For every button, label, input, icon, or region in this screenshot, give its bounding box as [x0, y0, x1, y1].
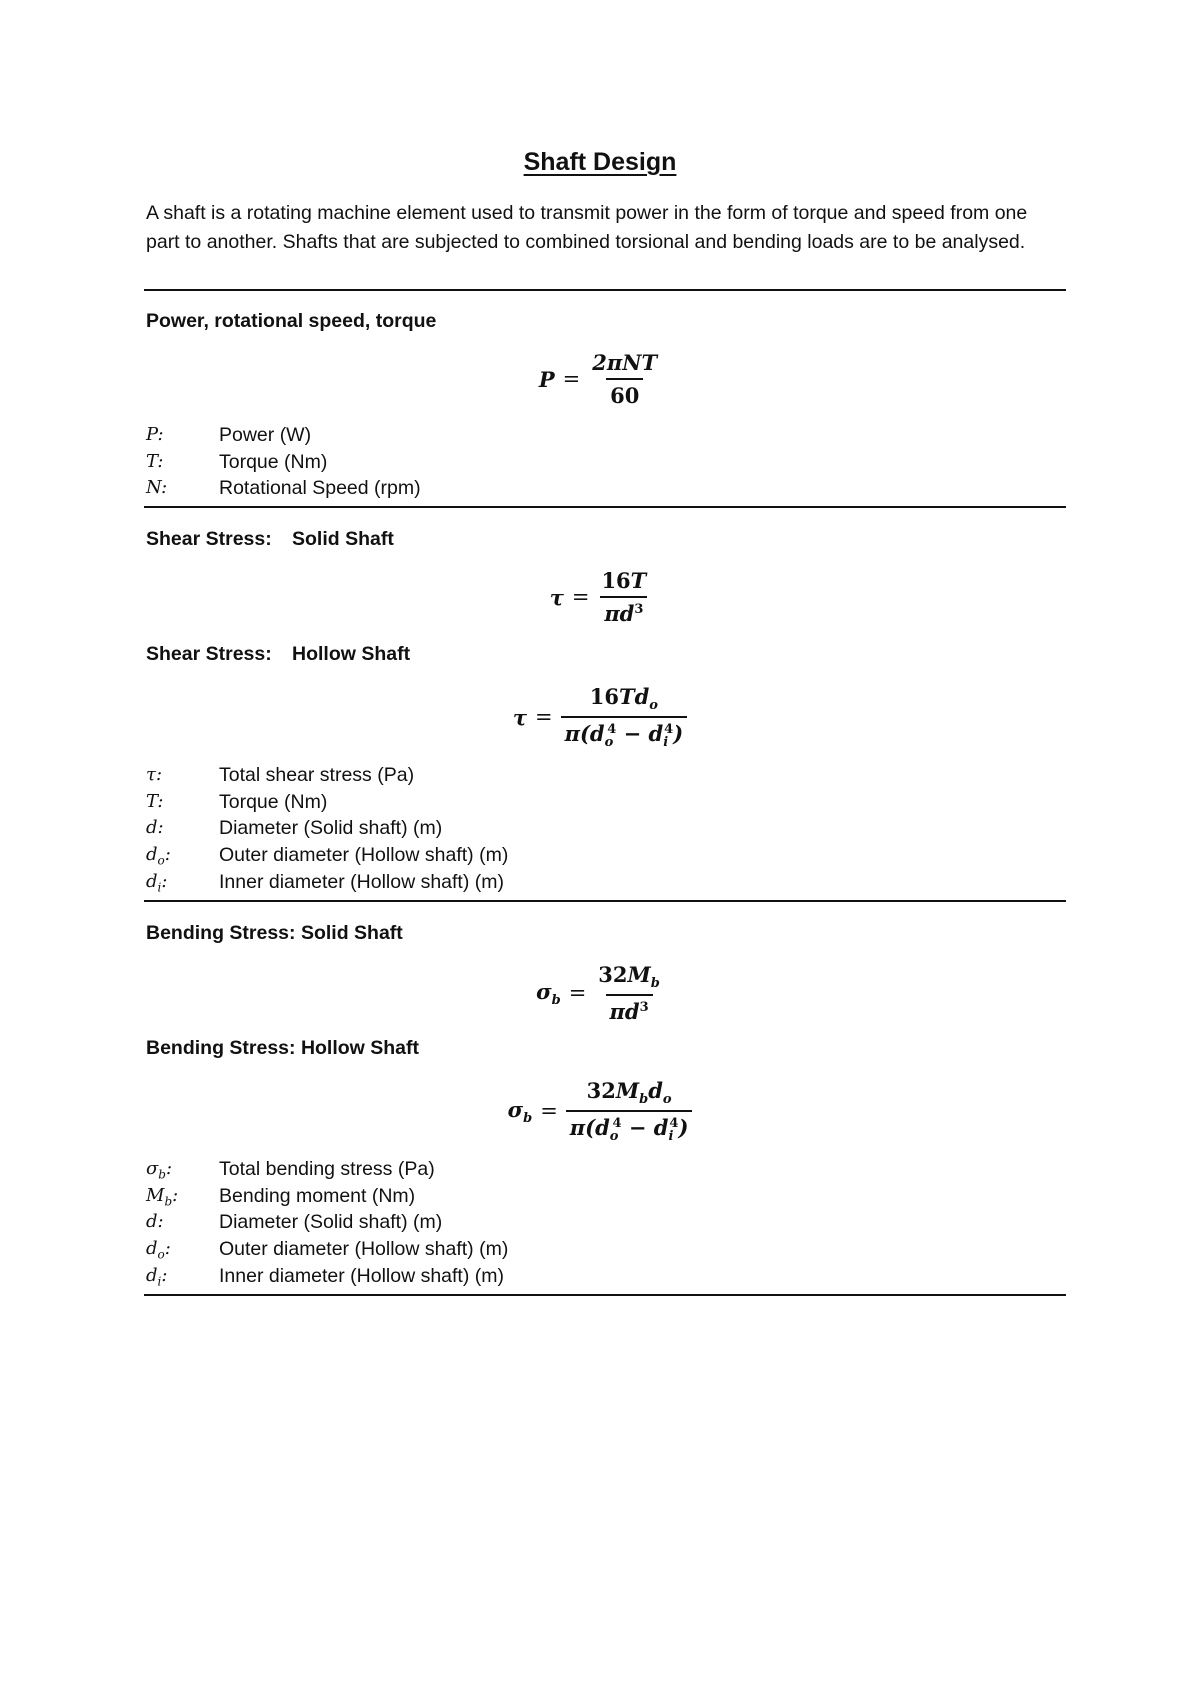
formula-numerator: 2πNT: [592, 350, 658, 375]
page-title: Shaft Design: [523, 148, 677, 176]
variable-symbol: d:: [146, 817, 164, 839]
variable-description: Torque (Nm): [219, 450, 328, 473]
variable-description: Inner diameter (Hollow shaft) (m): [219, 870, 504, 893]
formula-denominator: $\pi(d_o^4 - d_i^4)$: [566, 1110, 693, 1144]
variable-symbol: T:: [146, 450, 164, 472]
formula-denominator: $\pi d^3$: [600, 596, 647, 626]
variable-description: Outer diameter (Hollow shaft) (m): [219, 1238, 509, 1261]
formula-denominator: 60: [606, 378, 643, 408]
formula-numerator: $32M_b$: [598, 962, 660, 992]
section-divider: [144, 1294, 1066, 1296]
section-divider: [144, 289, 1066, 291]
variable-description: Diameter (Solid shaft) (m): [219, 817, 443, 840]
formula-denominator: $\pi d^3$: [606, 994, 653, 1024]
formula-shear-solid: τ = $\frac{16T}{\pi d^3}$: [0, 568, 1200, 626]
formula-lhs: τ: [512, 704, 527, 730]
variable-description: Bending moment (Nm): [219, 1184, 416, 1207]
section-divider: [144, 900, 1066, 902]
formula-lhs: $\sigma_b$: [507, 1096, 533, 1126]
formula-bending-solid: $\sigma_b$ = $\frac{32M_b}{\pi d^3}$: [0, 962, 1200, 1024]
variable-symbol: $d_i$:: [146, 870, 168, 895]
variable-symbol: $\sigma_b$:: [146, 1158, 173, 1182]
section-heading-power: Power, rotational speed, torque: [146, 310, 437, 332]
variable-symbol: P:: [146, 424, 164, 445]
variable-symbol: T:: [146, 790, 164, 812]
variable-description: Outer diameter (Hollow shaft) (m): [219, 844, 509, 867]
formula-power: P = $\frac{\text{2πNT}}{60}$: [0, 350, 1200, 408]
formula-lhs: P: [538, 366, 555, 392]
variable-symbol: τ:: [146, 764, 163, 785]
variable-symbol: $d_i$:: [146, 1264, 168, 1289]
formula-bending-hollow: $\sigma_b$ = $\frac{32M_bd_o}{\pi(d_o^4 - d_i^4)}$: [0, 1078, 1200, 1144]
formula-numerator: 16T: [601, 568, 647, 593]
section-divider: [144, 506, 1066, 508]
section-heading-shear-hollow: Shear Stress: Hollow Shaft: [146, 643, 411, 665]
formula-lhs: $\sigma_b$: [536, 978, 561, 1008]
variable-description: Total bending stress (Pa): [219, 1158, 435, 1180]
formula-denominator: $\pi(d_o^4 - d_i^4)$: [561, 716, 688, 750]
variable-description: Torque (Nm): [219, 790, 328, 813]
variable-symbol: d:: [146, 1211, 164, 1233]
variable-description: Rotational Speed (rpm): [219, 477, 421, 500]
formula-numerator: $32M_bd_o$: [586, 1078, 672, 1108]
formula-shear-hollow: τ = $\frac{16Td_o}{\pi(d_o^4 - d_i^4)}$: [0, 684, 1200, 750]
variable-description: Diameter (Solid shaft) (m): [219, 1211, 443, 1234]
formula-lhs: τ: [549, 584, 564, 610]
section-heading-bending-solid: Bending Stress: Solid Shaft: [146, 922, 403, 944]
variable-symbol: $d_o$:: [146, 844, 171, 868]
variable-symbol: $M_b$:: [146, 1184, 179, 1209]
variable-description: Total shear stress (Pa): [219, 764, 415, 786]
formula-numerator: $16Td_o$: [589, 684, 658, 714]
section-heading-shear-solid: Shear Stress: Solid Shaft: [146, 528, 394, 550]
intro-paragraph: A shaft is a rotating machine element used to transmit power in the form of torque and speed from one part to another. Shafts that are subjected to combined torsional and bending loads are to be analysed.: [146, 202, 1028, 253]
variable-symbol: N:: [146, 477, 168, 499]
section-heading-bending-hollow: Bending Stress: Hollow Shaft: [146, 1037, 420, 1059]
variable-symbol: $d_o$:: [146, 1238, 171, 1262]
variable-description: Power (W): [219, 424, 312, 446]
variable-description: Inner diameter (Hollow shaft) (m): [219, 1264, 504, 1287]
